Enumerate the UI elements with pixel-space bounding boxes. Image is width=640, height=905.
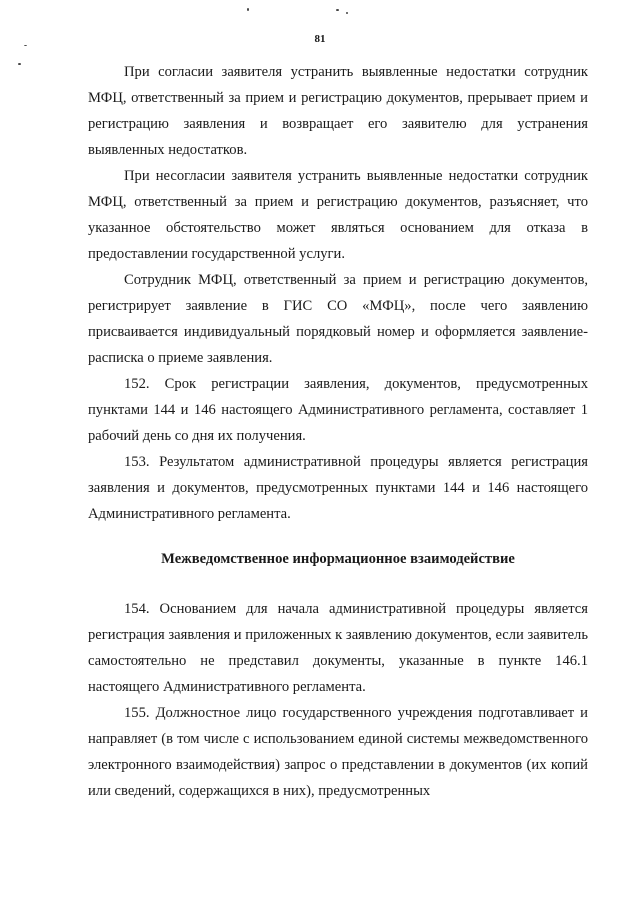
scan-speck: [247, 8, 249, 11]
paragraph: Сотрудник МФЦ, ответственный за прием и регистрацию документов, регистрирует заявление в ГИС СО «МФЦ», после чего заявлению присваивается индивидуальный порядковый номер и оформляется заявление-расписка о приеме заявления.: [88, 272, 588, 366]
page-number: 81: [314, 33, 326, 45]
scan-speck: [24, 45, 27, 46]
paragraph: 153. Результатом административной процедуры является регистрация заявления и документов, предусмотренных пунктами 144 и 146 настоящего Административного регламента.: [88, 454, 588, 522]
paragraph: 154. Основанием для начала административной процедуры является регистрация заявления и приложенных к заявлению документов, если заявитель самостоятельно не представил документы, указанные в пункте 146.1 настоящего Административного регламента.: [88, 601, 588, 695]
paragraph: При несогласии заявителя устранить выявленные недостатки сотрудник МФЦ, ответственный за прием и регистрацию документов, разъясняет, что указанное обстоятельство может являться основанием для отказа в предоставлении государственной услуги.: [88, 168, 588, 262]
paragraph: При согласии заявителя устранить выявленные недостатки сотрудник МФЦ, ответственный за прием и регистрацию документов, прерывает прием и регистрацию заявления и возвращает его заявителю для устранения выявленных недостатков.: [88, 64, 588, 158]
scan-speck: [18, 63, 21, 65]
section-heading: Межведомственное информационное взаимодействие: [161, 551, 515, 567]
scan-speck: [346, 12, 348, 14]
body-text-bottom: [88, 596, 588, 804]
body-text-top: [88, 59, 588, 527]
paragraph: 155. Должностное лицо государственного учреждения подготавливает и направляет (в том числе с использованием единой системы межведомственного электронного взаимодействия) запрос о представлении в документов (их копий или сведений, содержащихся в них), предусмотренных: [88, 705, 588, 799]
scan-speck: [336, 9, 339, 11]
paragraph: 152. Срок регистрации заявления, документов, предусмотренных пунктами 144 и 146 настоящего Административного регламента, составляет 1 рабочий день со дня их получения.: [88, 376, 588, 444]
